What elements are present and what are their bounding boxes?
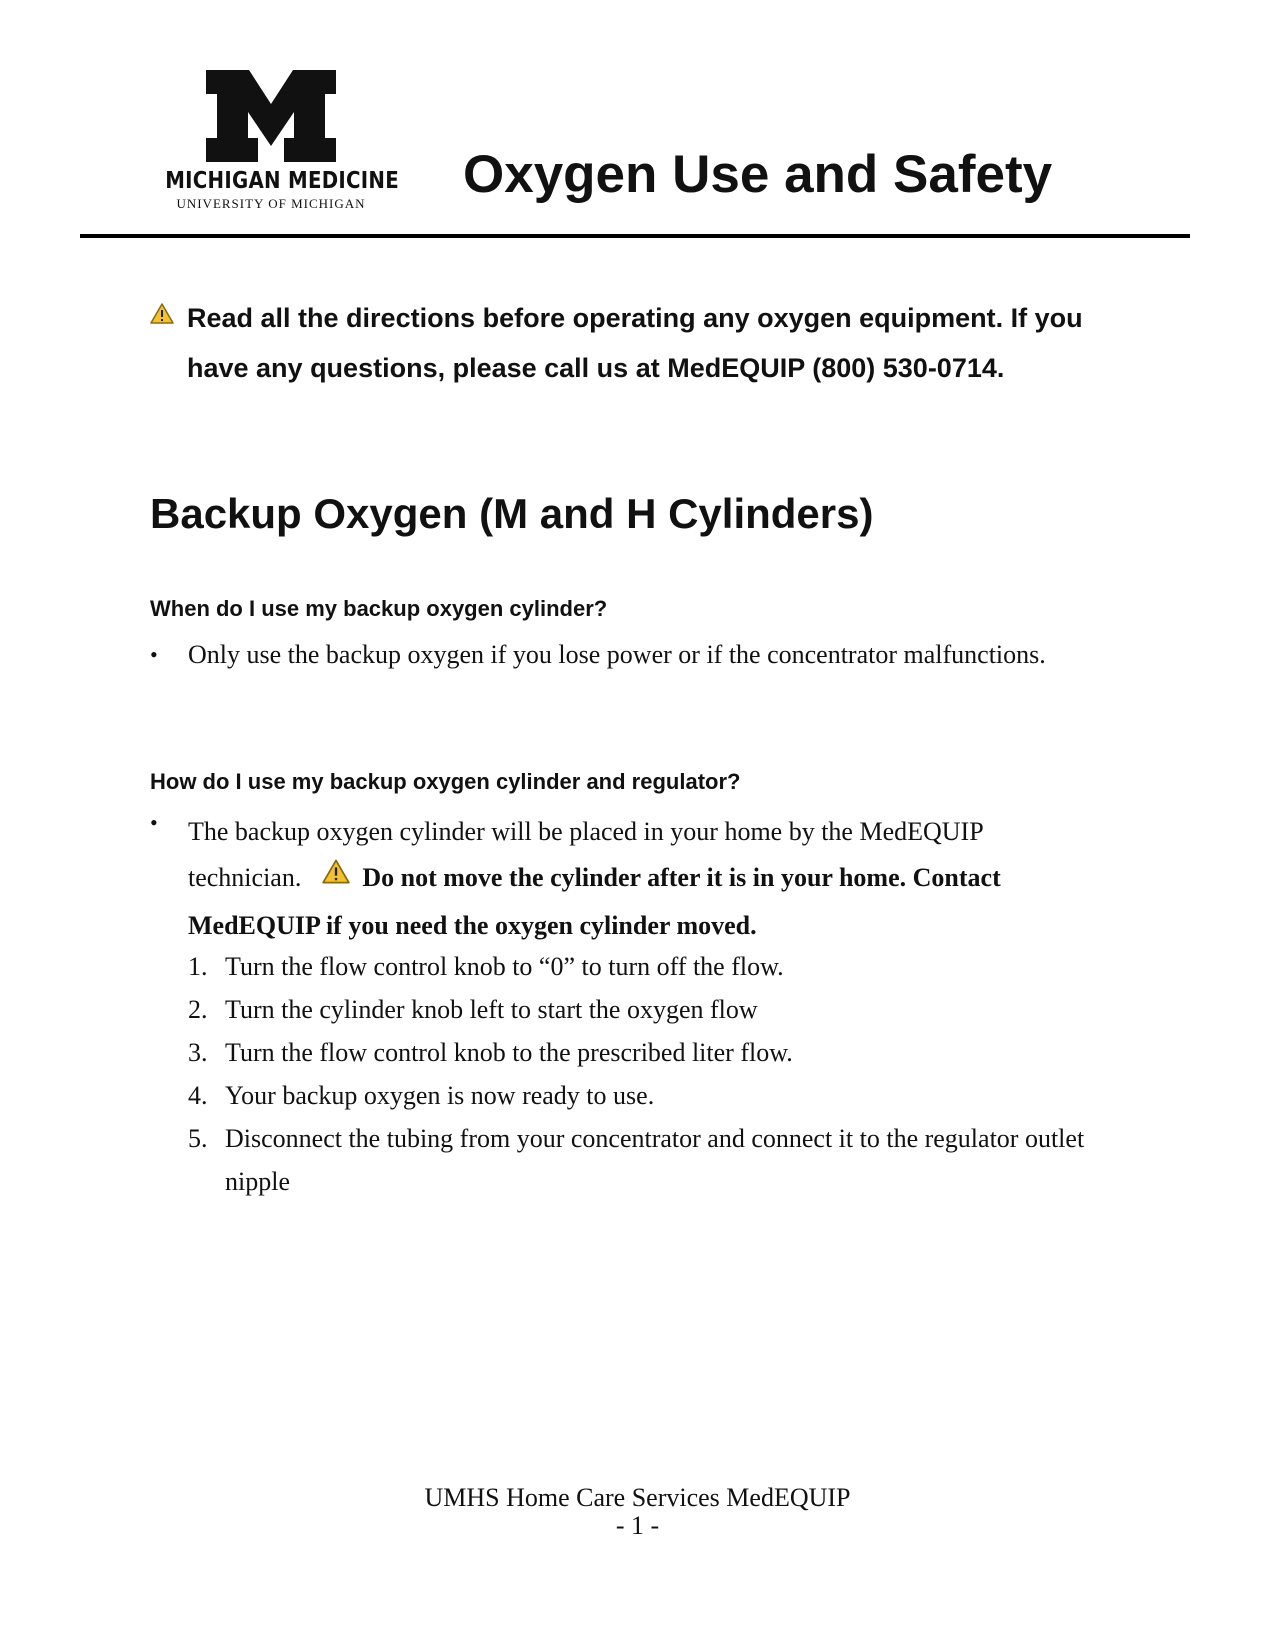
bullet-item <box>150 633 1135 676</box>
bullet-warning-bold: Do not move the cylinder after it is in your home. Contact <box>362 863 1001 892</box>
step-number: 1. <box>188 952 208 981</box>
step-text: Disconnect the tubing from your concentrator and connect it to the regulator outlet nipple <box>225 1124 1085 1196</box>
bullet-text-line: The backup oxygen cylinder will be placed in your home by the MedEQUIP <box>188 817 984 846</box>
warning-icon <box>150 303 174 329</box>
list-item <box>188 1117 1138 1203</box>
bullet-dot-icon: • <box>150 810 158 835</box>
logo-subtitle-text: UNIVERSITY OF MICHIGAN <box>176 196 366 211</box>
step-number: 2. <box>188 995 208 1024</box>
list-item <box>188 1031 1138 1074</box>
step-text: Your backup oxygen is now ready to use. <box>225 1081 655 1110</box>
header-divider <box>80 234 1190 238</box>
bullet-text-plain: technician. <box>188 863 302 892</box>
bullet-warning-bold: MedEQUIP if you need the oxygen cylinder moved. <box>188 911 757 941</box>
block-m-logo-icon <box>206 70 336 162</box>
page-number: - 1 - <box>615 1511 660 1540</box>
list-item <box>188 988 1138 1031</box>
question-heading-when: When do I use my backup oxygen cylinder? <box>150 596 608 621</box>
step-number: 5. <box>188 1124 208 1153</box>
step-number: 3. <box>188 1038 208 1067</box>
steps-list <box>188 945 1138 1203</box>
list-item <box>188 1074 1138 1117</box>
footer-text: UMHS Home Care Services MedEQUIP <box>424 1483 851 1512</box>
step-number: 4. <box>188 1081 208 1110</box>
bullet-item <box>150 810 1135 948</box>
intro-warning-text: Read all the directions before operating any oxygen equipment. If you have any questions, please call us at MedEQUIP (800) 530-0714. <box>187 303 1083 383</box>
step-text: Turn the flow control knob to “0” to turn off the flow. <box>225 952 784 981</box>
step-text: Turn the flow control knob to the prescribed liter flow. <box>225 1038 793 1067</box>
michigan-medicine-logo <box>148 70 399 212</box>
list-item <box>188 945 1138 988</box>
warning-icon <box>322 852 350 900</box>
document-title: Oxygen Use and Safety <box>463 145 1053 204</box>
section-heading: Backup Oxygen (M and H Cylinders) <box>150 490 874 537</box>
bullet-text: Only use the backup oxygen if you lose power or if the concentrator malfunctions. <box>188 640 1046 669</box>
logo-brand-text: MICHIGAN MEDICINE <box>165 168 399 194</box>
question-heading-how: How do I use my backup oxygen cylinder and regulator? <box>150 769 741 794</box>
bullet-dot-icon: • <box>150 642 158 667</box>
step-text: Turn the cylinder knob left to start the oxygen flow <box>225 995 758 1024</box>
